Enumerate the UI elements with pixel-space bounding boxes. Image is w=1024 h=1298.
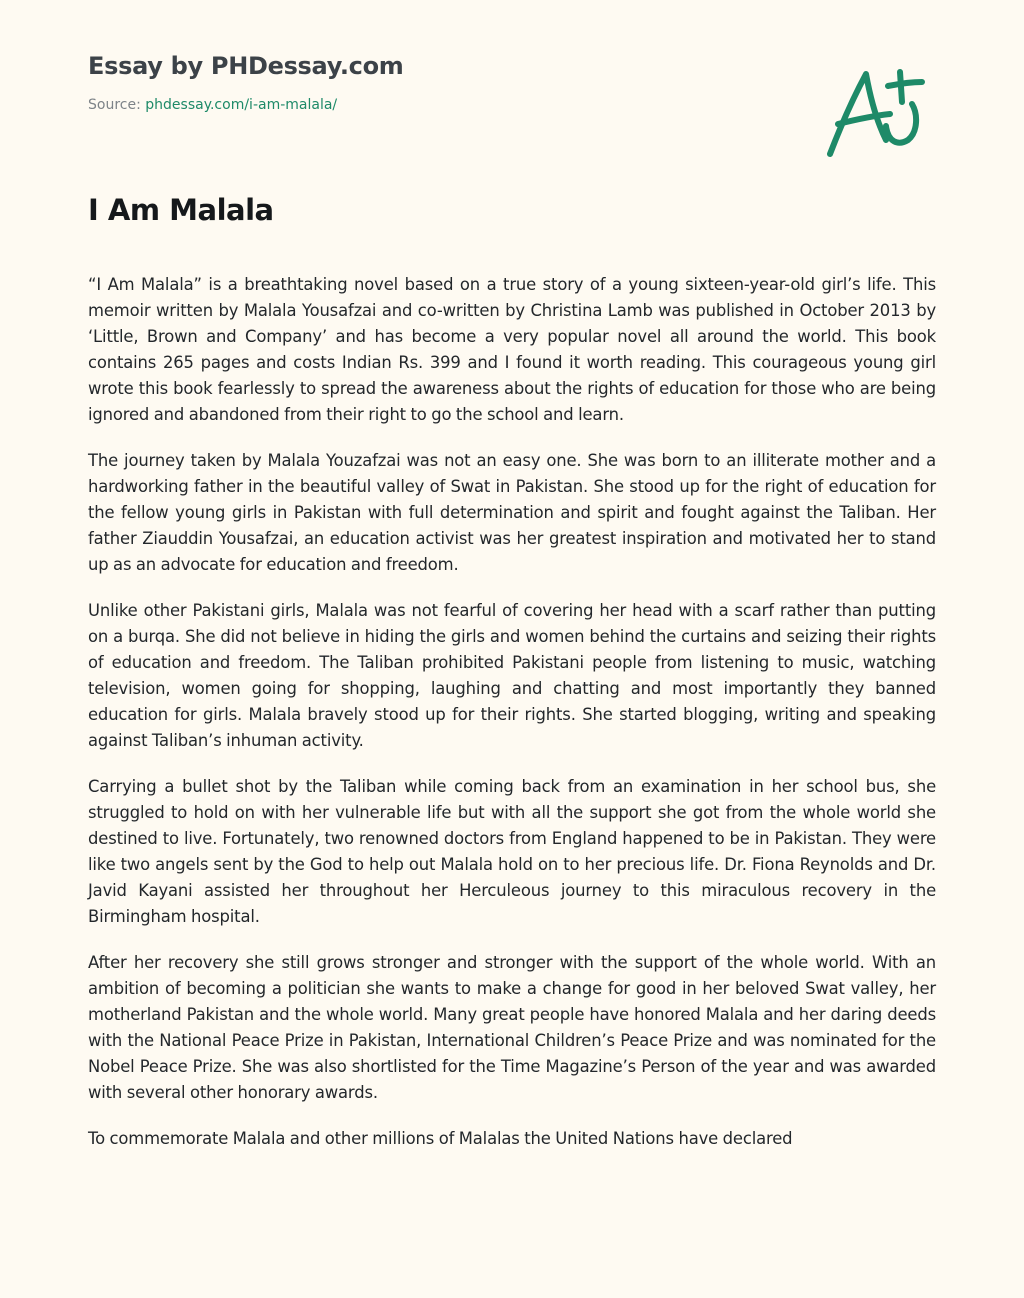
a-plus-grade-icon: [818, 62, 930, 162]
source-link[interactable]: phdessay.com/i-am-malala/: [145, 97, 338, 113]
site-header: [88, 50, 404, 114]
essay-paragraph: To commemorate Malala and other millions of Malalas the United Nations have declared: [88, 1129, 793, 1148]
source-line: [88, 96, 404, 114]
essay-paragraph: The journey taken by Malala Youzafzai was not an easy one. She was born to an illiterate mother and a hardworking father in the beautiful valley of Swat in Pakistan. She stood up for the right of education for the fellow young girls in Pakistan with full determination and spirit and fought against the Taliban. Her father Ziauddin Yousafzai, an education activist was her greatest inspiration and motivated her to stand up as an advocate for education and freedom.: [88, 451, 936, 574]
source-label: Source:: [88, 97, 141, 113]
site-title: Essay by PHDessay.com: [88, 52, 404, 80]
essay-paragraph: Unlike other Pakistani girls, Malala was not fearful of covering her head with a scarf rather than putting on a burqa. She did not believe in hiding the girls and women behind the curtains and seizing their rights of education and freedom. The Taliban prohibited Pakistani people from listening to music, watching television, women going for shopping, laughing and chatting and most importantly they banned education for girls. Malala bravely stood up for their rights. She started blogging, writing and speaking against Taliban’s inhuman activity.: [88, 601, 936, 750]
essay-paragraph: Carrying a bullet shot by the Taliban while coming back from an examination in her school bus, she struggled to hold on with her vulnerable life but with all the support she got from the whole world she destined to live. Fortunately, two renowned doctors from England happened to be in Pakistan. They were like two angels sent by the God to help out Malala hold on to her precious life. Dr. Fiona Reynolds and Dr. Javid Kayani assisted her throughout her Herculeous journey to this miraculous recovery in the Birmingham hospital.: [88, 777, 936, 926]
page-title: I Am Malala: [88, 193, 274, 227]
essay-paragraph: “I Am Malala” is a breathtaking novel based on a true story of a young sixteen-year-old girl’s life. This memoir written by Malala Yousafzai and co-written by Christina Lamb was published in October 2013 by ‘Little, Brown and Company’ and has become a very popular novel all around the world. This book contains 265 pages and costs Indian Rs. 399 and I found it worth reading. This courageous young girl wrote this book fearlessly to spread the awareness about the rights of education for those who are being ignored and abandoned from their right to go the school and learn.: [88, 275, 936, 424]
essay-body: [88, 272, 936, 1172]
essay-paragraph: After her recovery she still grows stronger and stronger with the support of the whole world. With an ambition of becoming a politician she wants to make a change for good in her beloved Swat valley, her motherland Pakistan and the whole world. Many great people have honored Malala and her daring deeds with the National Peace Prize in Pakistan, International Children’s Peace Prize and was nominated for the Nobel Peace Prize. She was also shortlisted for the Time Magazine’s Person of the year and was awarded with several other honorary awards.: [88, 953, 936, 1102]
